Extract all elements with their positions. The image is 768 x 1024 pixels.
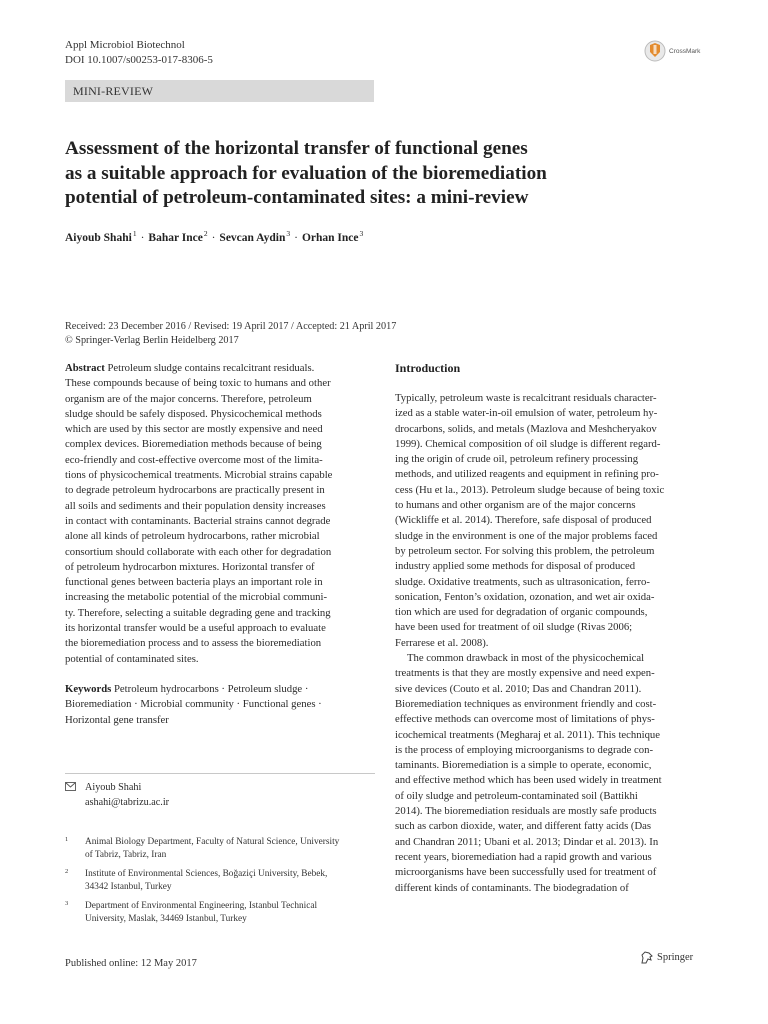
journal-header: [65, 38, 213, 68]
springer-horse-icon: [640, 951, 654, 964]
introduction-line: tion which are used for degradation of organic compounds,: [395, 606, 648, 619]
author-affiliation-ref: 3: [286, 229, 291, 238]
abstract-line: sludge should be safely disposed. Physicochemical methods: [65, 407, 322, 420]
affiliation-2: [65, 868, 375, 894]
abstract-line: potential of contaminated sites.: [65, 652, 199, 665]
abstract-line: all soils and sediments and their population density increases: [65, 499, 326, 512]
corresponding-author-name: Aiyoub Shahi: [85, 782, 142, 793]
abstract-line: [65, 361, 375, 376]
author-name[interactable]: Orhan Ince: [301, 231, 359, 244]
history-dates: Received: 23 December 2016 / Revised: 19 April 2017 / Accepted: 21 April 2017: [65, 321, 397, 332]
affiliation-1: [65, 836, 375, 862]
keywords-label: Keywords: [65, 682, 112, 695]
abstract-line: alone all kinds of petroleum hydrocarbons, rather microbial: [65, 530, 320, 543]
author-affiliation-ref: 2: [203, 229, 208, 238]
introduction-line: recent years, bioremediation had a rapid growth and various: [395, 850, 652, 863]
affiliation-line: Animal Biology Department, Faculty of Natural Science, University: [85, 837, 340, 847]
article-history: [65, 320, 396, 348]
introduction-line: Ferrarese et al. 2008).: [395, 636, 489, 649]
title-line: potential of petroleum-contaminated sites: a mini-review: [65, 187, 529, 208]
affiliation-text: [85, 900, 317, 925]
affiliation-line: Department of Environmental Engineering, Istanbul Technical: [85, 901, 318, 911]
abstract-line: which are used by this sector are mostly expensive and need: [65, 423, 323, 436]
introduction-line: Bioremediation techniques as environment friendly and cost-: [395, 697, 657, 710]
keywords-line: Bioremediation · Microbial community · Functional genes ·: [65, 698, 322, 711]
abstract-line: These compounds because of being toxic to humans and other: [65, 377, 331, 390]
section-heading-introduction: Introduction: [395, 361, 461, 375]
introduction-line: taminants. Bioremediation is a simple to operate, economic,: [395, 759, 652, 772]
abstract-line: of petroleum hydrocarbon mixtures. Horizontal transfer of: [65, 560, 315, 573]
title-line: Assessment of the horizontal transfer of functional genes: [65, 138, 528, 159]
introduction-line: have been used for treatment of oil sludge (Rivas 2006;: [395, 621, 633, 634]
affiliation-text: [85, 868, 327, 893]
affiliation-number: 2: [65, 868, 69, 875]
introduction-line: sludge in the environment is one of the major problems faced: [395, 529, 658, 542]
affiliation-line: of Tabriz, Tabriz, Iran: [85, 849, 167, 860]
published-date: Published online: 12 May 2017: [65, 958, 197, 969]
article-type-banner: MINI-REVIEW: [65, 80, 374, 102]
keywords-line: [65, 682, 375, 697]
crossmark-icon: [644, 40, 666, 62]
author-separator: ·: [211, 231, 216, 244]
introduction-line: microorganisms have been successfully used for treatment of: [395, 866, 657, 879]
author-affiliation-ref: 3: [359, 229, 364, 238]
author-name[interactable]: Sevcan Aydin: [219, 231, 286, 244]
abstract-line: ty. Therefore, selecting a suitable degrading gene and tracking: [65, 606, 331, 619]
abstract-line: consortium should collaborate with each other for degradation: [65, 545, 332, 558]
correspondence-text: [85, 781, 169, 810]
publisher-logo: [640, 951, 693, 964]
keywords-line: Horizontal gene transfer: [65, 713, 169, 726]
abstract-section: [65, 361, 375, 728]
introduction-line: (Wickliffe et al. 2014). Therefore, safe disposal of produced: [395, 514, 652, 527]
introduction-line: and Chandran 2011; Ubani et al. 2013; Dindar et al. 2013). In: [395, 835, 659, 848]
correspondence: [65, 781, 365, 811]
introduction-line: effective methods can overcome most of limitations of phys-: [395, 713, 655, 726]
abstract-line: in contact with contaminants. Bacterial strains cannot degrade: [65, 514, 331, 527]
introduction-line: Typically, petroleum waste is recalcitrant residuals character-: [395, 392, 657, 404]
introduction-line: industry applied some methods for disposal of produced: [395, 560, 636, 573]
author-separator: ·: [294, 231, 298, 244]
introduction-line: sive devices (Couto et al. 2010; Das and Chandran 2011).: [395, 682, 642, 695]
affiliation-line: 34342 Istanbul, Turkey: [85, 881, 172, 892]
publisher-name: Springer: [657, 952, 694, 963]
abstract-label: Abstract: [65, 362, 105, 374]
affiliation-text: [85, 836, 339, 861]
doi[interactable]: DOI 10.1007/s00253-017-8306-5: [65, 54, 213, 66]
introduction-line: 1999). Chemical composition of oil sludge is different regard-: [395, 437, 661, 450]
keywords-first-line: Petroleum hydrocarbons · Petroleum sludge ·: [113, 682, 309, 695]
introduction-line: and effective method which has been used widely in treatment: [395, 774, 662, 787]
abstract-line: complex devices. Bioremediation methods because of being: [65, 438, 322, 451]
introduction-line: 2014). The bioremediation residuals are mostly safe products: [395, 805, 657, 818]
affiliation-number: 3: [65, 900, 69, 907]
author-list: [65, 229, 363, 244]
abstract-line: tions of physicochemical treatments. Microbial strains capable: [65, 469, 333, 482]
journal-name: Appl Microbiol Biotechnol: [65, 39, 185, 51]
abstract-line: its horizontal transfer would be a useful approach to evaluate: [65, 622, 326, 635]
author-name[interactable]: Aiyoub Shahi: [65, 231, 132, 244]
abstract-line: the bioremediation process and to assess the bioremediation: [65, 637, 322, 650]
article-title: [65, 137, 705, 211]
introduction-line: such as carbon dioxide, water, and different fatty acids (Das: [395, 820, 652, 833]
author-affiliation-ref: 1: [132, 229, 137, 238]
introduction-line: drocarbons, solids, and metals (Mazlova and Meshcheryakov: [395, 422, 657, 435]
divider: [65, 773, 375, 774]
author-separator: ·: [140, 231, 145, 244]
abstract-line: organism are of the major concerns. Therefore, petroleum: [65, 392, 312, 405]
introduction-line: to humans and other organism are of the major concerns: [395, 499, 636, 512]
abstract-line: to degrade petroleum hydrocarbons are practically present in: [65, 484, 325, 497]
author-name[interactable]: Bahar Ince: [148, 231, 203, 244]
crossmark-badge[interactable]: [644, 40, 700, 62]
copyright-line: © Springer-Verlag Berlin Heidelberg 2017: [65, 335, 239, 346]
introduction-line: The common drawback in most of the physicochemical: [407, 652, 645, 665]
introduction-line: ized as a stable water-in-oil emulsion of water, petroleum hy-: [395, 407, 658, 420]
introduction-body: [395, 391, 705, 896]
introduction-line: by petroleum sector. For solving this problem, the petroleum: [395, 544, 655, 557]
affiliation-line: Institute of Environmental Sciences, Boğaziçi University, Bebek,: [85, 869, 328, 879]
introduction-line: icochemical treatments (Megharaj et al. 2011). This technique: [395, 728, 661, 741]
title-line: as a suitable approach for evaluation of the bioremediation: [65, 162, 547, 184]
abstract-line: functional genes between bacteria plays an important role in: [65, 576, 323, 589]
affiliation-3: [65, 900, 375, 926]
abstract-line: increasing the metabolic potential of the microbial communi-: [65, 591, 328, 604]
introduction-line: is the process of employing microorganisms to degrade con-: [395, 743, 654, 756]
introduction-line: sonication, Fenton’s oxidation, ozonation, and wet air oxida-: [395, 590, 655, 603]
introduction-line: ing the origin of crude oil, petroleum refinery processing: [395, 453, 639, 466]
abstract-body: [65, 376, 375, 667]
affiliation-number: 1: [65, 836, 69, 843]
introduction-line: sludge. Oxidative treatments, such as ultrasonication, ferro-: [395, 575, 650, 588]
abstract-line: eco-friendly and cost-effective overcome most of the limita-: [65, 453, 323, 466]
introduction-line: methods, and utilized reagents and equipment in refining pro-: [395, 468, 659, 481]
introduction-line: treatments is that they are mostly expensive and need expen-: [395, 667, 655, 680]
envelope-icon: [65, 782, 76, 791]
introduction-line: different kinds of contaminants. The biodegradation of: [395, 881, 629, 894]
introduction-line: of oily sludge and petroleum-contaminated soil (Battikhi: [395, 789, 638, 802]
affiliation-line: University, Maslak, 34469 Istanbul, Turkey: [85, 913, 247, 924]
crossmark-label: CrossMark: [669, 47, 701, 55]
corresponding-author-email[interactable]: ashahi@tabrizu.ac.ir: [85, 796, 170, 808]
introduction-line: cess (Hu et la., 2013). Petroleum sludge because of being toxic: [395, 483, 665, 496]
abstract-first-line: Petroleum sludge contains recalcitrant residuals.: [107, 362, 315, 374]
